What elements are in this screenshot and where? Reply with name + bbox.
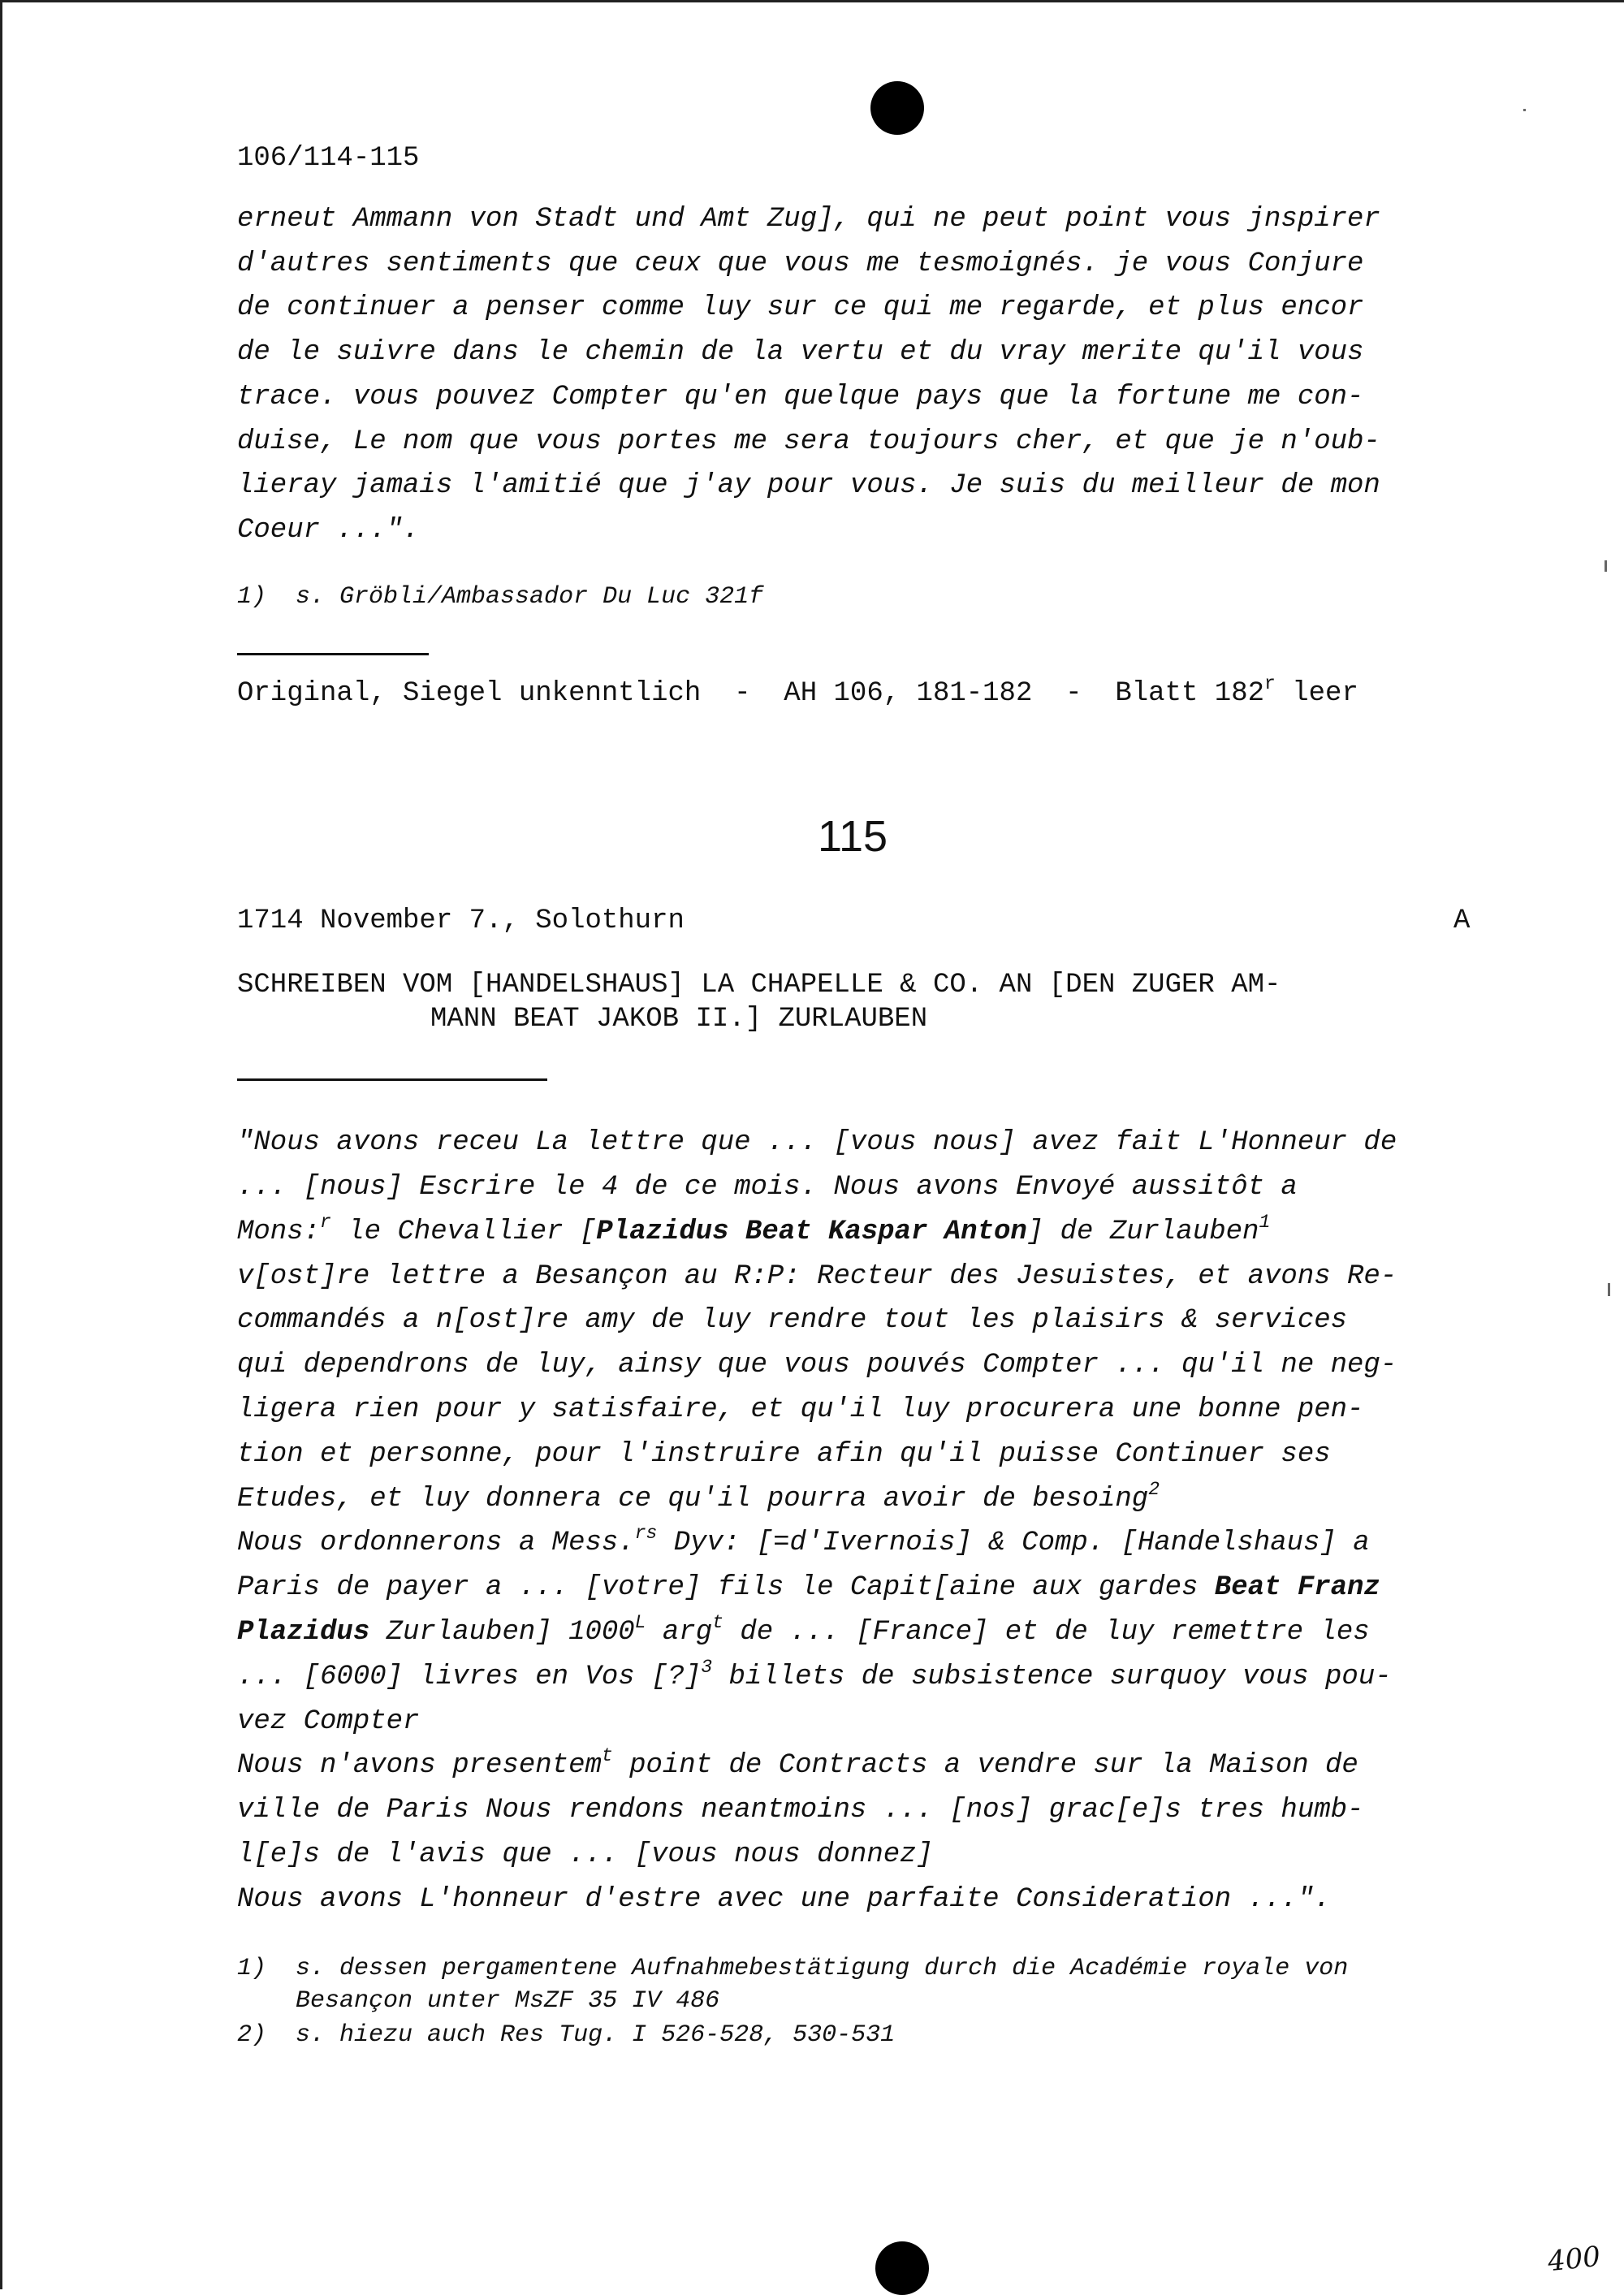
text-line: ligera rien pour y satisfaire, et qu'il luy procurera une bonne pen- xyxy=(237,1394,1364,1425)
text-line: ville de Paris Nous rendons neantmoins ... [nos] grac[e]s tres humb- xyxy=(237,1795,1364,1826)
text-line: Nous ordonnerons a Mess.$^{rs}$ Dyv: [=d'Ivernois] & Comp. [Handelshaus] a xyxy=(237,1523,1370,1558)
text-line: Mons:$^r$ le Chevallier [Plazidus Beat Kaspar Anton] de Zurlauben$^1$ xyxy=(237,1212,1271,1247)
text-line: lieray jamais l'amitié que j'ay pour vous. Je suis du meilleur de mon xyxy=(237,470,1380,501)
letter-number: 115 xyxy=(817,812,888,861)
text-line: Nous avons L'honneur d'estre avec une parfaite Consideration ...". xyxy=(237,1884,1331,1915)
text-line: ... [nous] Escrire le 4 de ce mois. Nous avons Envoyé aussitôt a xyxy=(237,1172,1298,1203)
text-line: duise, Le nom que vous portes me sera toujours cher, et que je n'oub- xyxy=(237,426,1380,457)
text-line: Plazidus Zurlauben] $1000^L$ arg$^t$ de ... [France] et de luy remettre les xyxy=(237,1612,1370,1648)
text-line: erneut Ammann von Stadt und Amt Zug], qui ne peut point vous jnspirer xyxy=(237,204,1380,235)
handwritten-page-number: 400 xyxy=(1546,2240,1602,2279)
footnote: 1) s. dessen pergamentene Aufnahmebestätigung durch die Académie royale von xyxy=(237,1955,1349,1982)
text-line: de continuer a penser comme luy sur ce qui me regarde, et plus encor xyxy=(237,292,1364,323)
text-line: v[ost]re lettre a Besançon au R:P: Recteur des Jesuistes, et avons Re- xyxy=(237,1261,1397,1292)
text-line: qui dependrons de luy, ainsy que vous pouvés Compter ... qu'il ne neg- xyxy=(237,1350,1397,1381)
text-line: commandés a n[ost]re amy de luy rendre tout les plaisirs & services xyxy=(237,1305,1348,1336)
text-line: Paris de payer a ... [votre] fils le Capit[aine aux gardes Beat Franz xyxy=(237,1572,1380,1603)
text-line: Coeur ...". xyxy=(237,515,420,546)
text-line: d'autres sentiments que ceux que vous me tesmoignés. je vous Conjure xyxy=(237,249,1364,279)
footnote: 2) s. hiezu auch Res Tug. I 526-528, 530-531 xyxy=(237,2021,896,2049)
text-line: l[e]s de l'avis que ... [vous nous donnez] xyxy=(237,1839,933,1870)
scan-border-top xyxy=(0,0,1624,2)
scan-speck xyxy=(1523,109,1526,111)
footnote: Besançon unter MsZF 35 IV 486 xyxy=(237,1987,720,2015)
punch-hole-top xyxy=(870,81,924,135)
original-marker: A xyxy=(1453,905,1471,936)
letter-title-continued: MANN BEAT JAKOB II.] ZURLAUBEN xyxy=(430,1004,928,1035)
text-line: de le suivre dans le chemin de la vertu et du vray merite qu'il vous xyxy=(237,337,1364,368)
footnote: 1) s. Gröbli/Ambassador Du Luc 321f xyxy=(237,583,764,611)
text-line: ... [6000] livres en Vos [?]$^3$ billets de subsistence surquoy vous pou- xyxy=(237,1657,1392,1692)
text-line: Nous n'avons presentem$^t$ point de Contracts a vendre sur la Maison de xyxy=(237,1745,1358,1781)
text-line: vez Compter xyxy=(237,1706,420,1737)
source-note: Original, Siegel unkenntlich - AH 106, 181-182 - Blatt 182$^r$ leer xyxy=(237,673,1358,709)
text-line: "Nous avons receu La lettre que ... [vous nous] avez fait L'Honneur de xyxy=(237,1127,1397,1158)
page-reference: 106/114-115 xyxy=(237,143,420,174)
text-line: tion et personne, pour l'instruire afin qu'il puisse Continuer ses xyxy=(237,1439,1331,1470)
punch-hole-bottom xyxy=(875,2241,929,2295)
scan-speck xyxy=(1608,1283,1610,1296)
footnote-divider xyxy=(237,653,429,655)
text-line: Etudes, et luy donnera ce qu'il pourra avoir de besoing$^2$ xyxy=(237,1479,1160,1515)
scan-border-left xyxy=(0,0,2,2289)
scan-speck xyxy=(1605,560,1607,572)
date-place: 1714 November 7., Solothurn xyxy=(237,905,685,936)
title-divider xyxy=(237,1078,547,1081)
text-line: trace. vous pouvez Compter qu'en quelque pays que la fortune me con- xyxy=(237,382,1364,413)
letter-title: SCHREIBEN VOM [HANDELSHAUS] LA CHAPELLE & CO. AN [DEN ZUGER AM- xyxy=(237,970,1281,1001)
